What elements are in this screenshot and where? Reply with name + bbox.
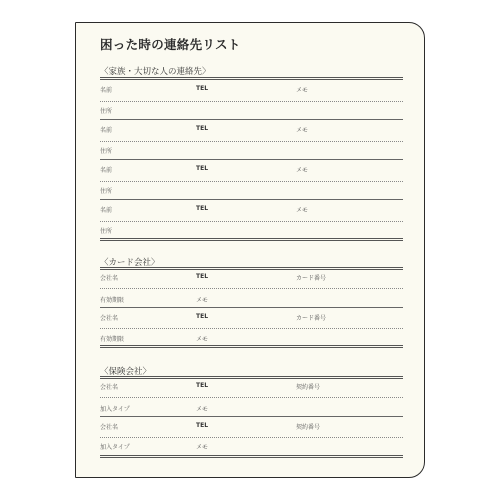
company-row-line [100,288,403,289]
section-divider [100,455,403,458]
entry-line [100,159,403,160]
name-row-line [100,141,403,142]
plan-type-label: 加入タイプ [100,444,130,451]
name-label: 名前 [100,87,113,94]
company-row-line [100,328,403,329]
tel-label: TEL [196,313,209,320]
memo-label: メモ [196,336,209,343]
entry-line [100,119,403,120]
section-heading-contacts: 〈家族・大切な人の連絡先〉 [100,67,211,77]
company-label: 会社名 [100,315,119,322]
plan-type-label: 加入タイプ [100,406,130,413]
section-heading-cards: 〈カード会社〉 [100,258,160,268]
name-label: 名前 [100,207,113,214]
address-label: 住所 [100,188,113,195]
section-divider [100,238,403,241]
memo-label: メモ [296,127,309,134]
address-label: 住所 [100,228,113,235]
contract-number-label: 契約番号 [296,424,321,431]
card-number-label: カード番号 [296,315,327,322]
tel-label: TEL [196,125,209,132]
address-label: 住所 [100,108,113,115]
tel-label: TEL [196,85,209,92]
entry-line [100,416,403,417]
entry-line [100,199,403,200]
expiry-label: 有効期限 [100,336,125,343]
tel-label: TEL [196,273,209,280]
tel-label: TEL [196,382,209,389]
contract-number-label: 契約番号 [296,384,321,391]
memo-label: メモ [196,297,209,304]
section-divider [100,77,403,80]
tel-label: TEL [196,205,209,212]
section-divider [100,376,403,379]
page-title: 困った時の連絡先リスト [100,37,241,52]
company-label: 会社名 [100,384,119,391]
section-heading-insurance: 〈保険会社〉 [100,367,152,377]
card-number-label: カード番号 [296,275,327,282]
company-label: 会社名 [100,424,119,431]
name-row-line [100,221,403,222]
tel-label: TEL [196,422,209,429]
name-row-line [100,181,403,182]
company-row-line [100,437,403,438]
section-divider [100,345,403,348]
company-row-line [100,397,403,398]
company-label: 会社名 [100,275,119,282]
memo-label: メモ [296,207,309,214]
memo-label: メモ [296,167,309,174]
memo-label: メモ [296,87,309,94]
name-row-line [100,101,403,102]
section-divider [100,267,403,270]
memo-label: メモ [196,406,209,413]
name-label: 名前 [100,167,113,174]
tel-label: TEL [196,165,209,172]
address-label: 住所 [100,148,113,155]
name-label: 名前 [100,127,113,134]
notebook-page [75,22,425,478]
entry-line [100,307,403,308]
expiry-label: 有効期限 [100,297,125,304]
memo-label: メモ [196,444,209,451]
